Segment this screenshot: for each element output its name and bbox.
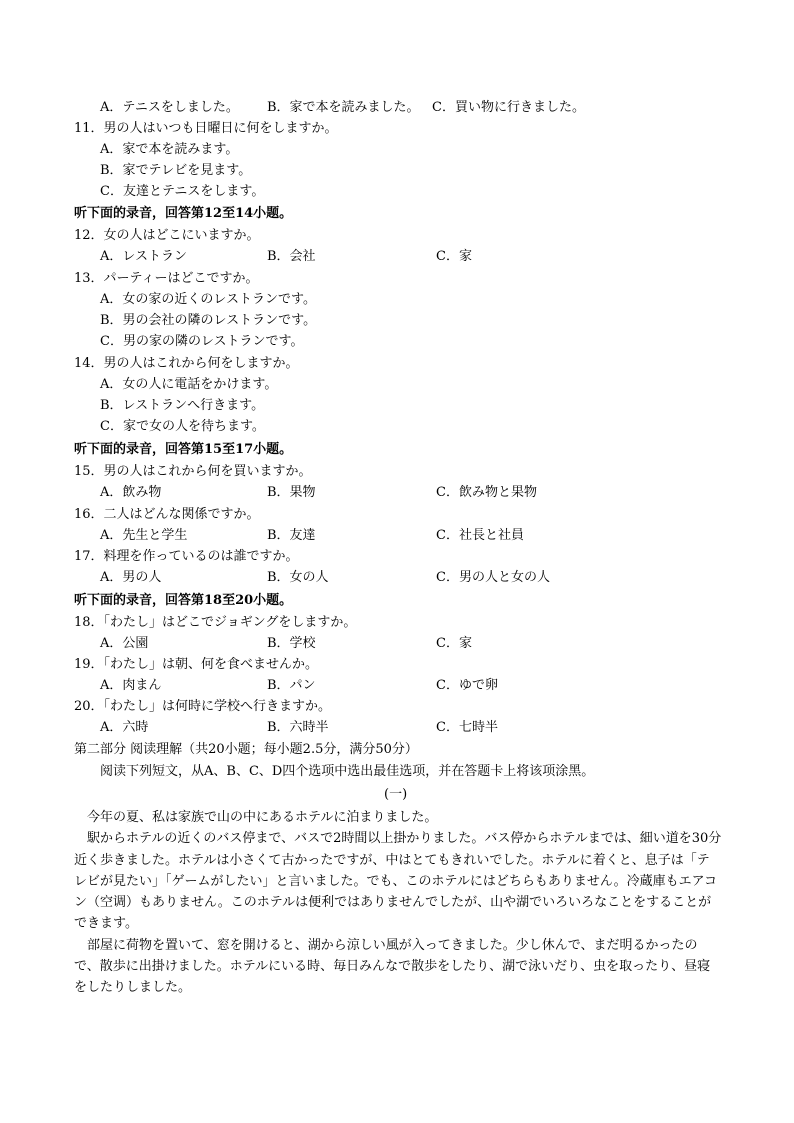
q15-question: 15．男の人はこれから何を買いますか。 — [74, 464, 312, 479]
q14-option-b: B．レストランへ行きます。 — [100, 398, 265, 413]
q12-question: 12．女の人はどこにいますか。 — [74, 228, 260, 243]
q17-question: 17．料理を作っているのは誰ですか。 — [74, 549, 299, 564]
q14-option-a: A．女の人に電話をかけます。 — [100, 377, 278, 392]
q11-option-b: B．家でテレビを見ます。 — [100, 163, 252, 178]
q18-option-c: C．家 — [436, 636, 472, 651]
q20-option-b: B．六時半 — [267, 720, 329, 735]
q10-option-b: B．家で本を読みました。 — [267, 100, 420, 115]
q14-question: 14．男の人はこれから何をしますか。 — [74, 356, 299, 371]
q19-option-b: B．パン — [267, 678, 316, 693]
q19-question: 19．「わたし」は朝、何を食べませんか。 — [74, 657, 319, 672]
q20-question: 20．「わたし」は何時に学校へ行きますか。 — [74, 699, 332, 714]
q17-option-b: B．女の人 — [267, 570, 329, 585]
passage-number: (一) — [384, 787, 408, 802]
part2-title: 第二部分 阅读理解（共20小题；每小题2.5分，满分50分） — [74, 742, 418, 757]
q13-question: 13．パーティーはどこですか。 — [74, 271, 259, 286]
q16-option-a: A．先生と学生 — [100, 528, 188, 543]
q16-option-b: B．友達 — [267, 528, 316, 543]
passage-paragraph-2: 駅からホテルの近くのバス停まで、バスで2時間以上掛かりました。バス停からホテルまでは、細い道を30分近く歩きました。ホテルは小さくて古かったですが、中はとてもきれいでした。ホテルに着くと、息子は「テレビが見たい」「ゲームがしたい」と言いました。でも、このホテルにはどちらもありません。冷蔵庫もエアコン（空调）もありません。このホテルは便利ではありませんでしたが、山や湖でいろいろなことをすることができます。 — [74, 831, 722, 932]
q19-option-c: C．ゆで卵 — [436, 678, 498, 693]
section-heading-18-20: 听下面的录音，回答第18至20小题。 — [74, 593, 293, 608]
reading-passage — [74, 807, 722, 999]
q19-option-a: A．肉まん — [100, 678, 162, 693]
q18-question: 18．「わたし」はどこでジョギングをしますか。 — [74, 615, 357, 630]
q12-option-c: C．家 — [436, 249, 472, 264]
q10-option-a: A．テニスをしました。 — [100, 100, 239, 115]
q20-option-a: A．六時 — [100, 720, 149, 735]
q14-option-c: C．家で女の人を待ちます。 — [100, 419, 265, 434]
q13-option-c: C．男の家の隣のレストランです。 — [100, 334, 304, 349]
passage-paragraph-1: 今年の夏、私は家族で山の中にあるホテルに泊まりました。 — [87, 810, 438, 825]
q11-question: 11．男の人はいつも日曜日に何をしますか。 — [74, 121, 338, 136]
q11-option-a: A．家で本を読みます。 — [100, 142, 239, 157]
q16-option-c: C．社長と社員 — [436, 528, 524, 543]
q16-question: 16．二人はどんな関係ですか。 — [74, 507, 260, 522]
q13-option-b: B．男の会社の隣のレストランです。 — [100, 313, 317, 328]
passage-paragraph-3: 部屋に荷物を置いて、窓を開けると、湖から涼しい風が入ってきました。少し休んで、まだ明るかったので、散歩に出掛けました。ホテルにいる時、毎日みんなで散歩をしたり、湖で泳いだり、虫を取ったり、昼寝をしたりしました。 — [74, 937, 711, 996]
q17-option-c: C．男の人と女の人 — [436, 570, 550, 585]
q18-option-b: B．学校 — [267, 636, 316, 651]
q12-option-a: A．レストラン — [100, 249, 187, 264]
part2-instruction: 阅读下列短文，从A、B、C、D四个选项中选出最佳选项，并在答题卡上将该项涂黑。 — [100, 764, 595, 779]
q20-option-c: C．七時半 — [436, 720, 498, 735]
q15-option-a: A．飲み物 — [100, 485, 162, 500]
section-heading-15-17: 听下面的录音，回答第15至17小题。 — [74, 442, 293, 457]
section-heading-12-14: 听下面的录音，回答第12至14小题。 — [74, 206, 293, 221]
q13-option-a: A．女の家の近くのレストランです。 — [100, 292, 316, 307]
q10-option-c: C．買い物に行きました。 — [432, 100, 585, 115]
q18-option-a: A．公園 — [100, 636, 149, 651]
q15-option-b: B．果物 — [267, 485, 316, 500]
q12-option-b: B．会社 — [267, 249, 316, 264]
q17-option-a: A．男の人 — [100, 570, 162, 585]
q11-option-c: C．友達とテニスをします。 — [100, 184, 265, 199]
q15-option-c: C．飲み物と果物 — [436, 485, 537, 500]
